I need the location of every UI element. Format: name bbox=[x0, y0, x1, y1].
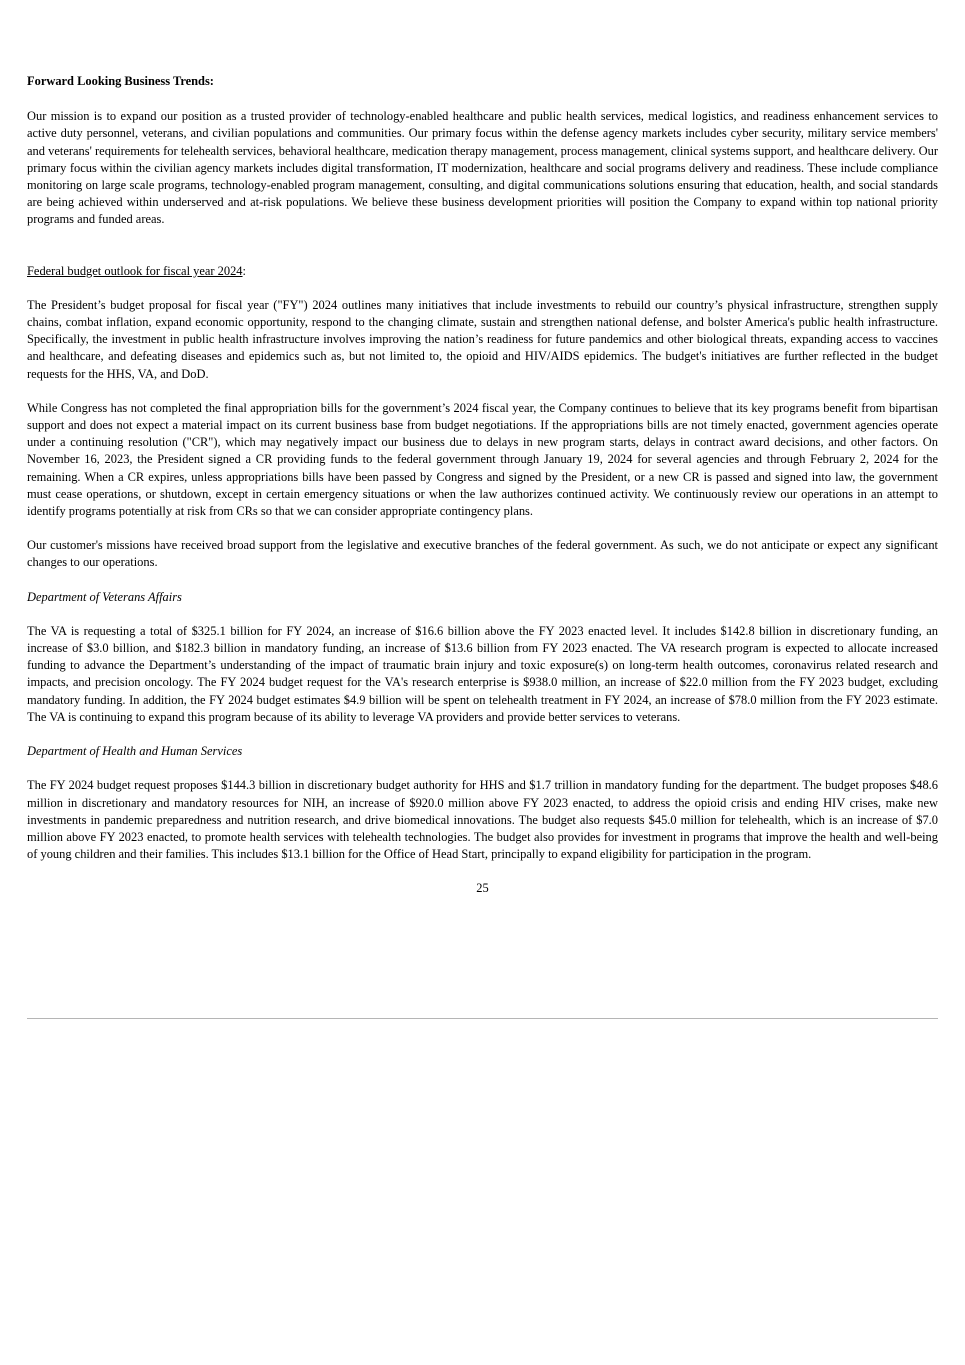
page-number: 25 bbox=[476, 881, 489, 896]
budget-paragraph-1: The President’s budget proposal for fiscal year ("FY") 2024 outlines many initiatives that include investments to rebuild our country’s physical infrastructure, strengthen supply chains, combat inflation, expand economic opportunity, respond to the changing climate, sustain and strengthen national defense, and bolster America's public health infrastructure. Specifically, the investment in public health infrastructure involves improving the nation’s readiness for future pandemics and other biological threats, expanding access to vaccines and healthcare, and defeating diseases and epidemics such as, but not limited to, the opioid and HIV/AIDS epidemics. The budget's initiatives are further reflected in the budget requests for the HHS, VA, and DoD. bbox=[27, 297, 938, 381]
va-paragraph: The VA is requesting a total of $325.1 billion for FY 2024, an increase of $16.6 billion above the FY 2023 enacted level. It includes $142.8 billion in discretionary funding, an increase of $3.0 billion, and $182.3 billion in mandatory funding, an increase of $13.6 billion from FY 2023 enacted. The VA research program is expected to allocate increased funding to advance the Department’s understanding of the impact of traumatic brain injury and toxic exposure(s) on long-term health outcomes, coronavirus related research and impacts, and precision oncology. The FY 2024 budget request for the VA's research enterprise is $938.0 million, an increase of $22.0 million from the FY 2023 budget, excluding mandatory funding. In addition, the FY 2024 budget estimates $4.9 billion will be spent on telehealth treatment in FY 2024, an increase of $78.0 million from the FY 2023 estimate. The VA is continuing to expand this program because of its ability to leverage VA providers and provide better services to veterans. bbox=[27, 623, 938, 724]
hhs-heading: Department of Health and Human Services bbox=[27, 744, 243, 759]
va-heading: Department of Veterans Affairs bbox=[27, 589, 182, 604]
budget-paragraph-2: While Congress has not completed the final appropriation bills for the government’s 2024 fiscal year, the Company continues to believe that its key programs benefit from bipartisan support and does not expect a material impact on its current business base from budget negotiations. If the appropriations bills are not timely enacted, government agencies operate under a continuing resolution ("CR"), which may negatively impact our business due to delays in new program starts, delays in contract award decisions, and other factors. On November 16, 2023, the President signed a CR providing funds to the federal government through January 19, 2024 for several agencies and through February 2, 2024 for the remaining. When a CR expires, unless appropriations bills have been passed by Congress and signed by the President, or a new CR is passed and signed into law, the government must cease operations, or shutdown, except in certain emergency situations or when the law authorizes continued activity. We continuously review our operations in an attempt to identify programs potentially at risk from CRs so that we can consider appropriate contingency plans. bbox=[27, 400, 938, 519]
section-heading: Forward Looking Business Trends: bbox=[27, 74, 214, 88]
budget-outlook-title: Federal budget outlook for fiscal year 2024 bbox=[27, 263, 243, 278]
document-page bbox=[27, 73, 938, 898]
footer-divider bbox=[27, 1018, 938, 1019]
budget-paragraph-3: Our customer's missions have received broad support from the legislative and executive branches of the federal government. As such, we do not anticipate or expect any significant changes to our operations. bbox=[27, 538, 938, 570]
budget-outlook-colon: : bbox=[242, 263, 246, 278]
intro-paragraph: Our mission is to expand our position as a trusted provider of technology-enabled healthcare and public health services, medical logistics, and readiness enhancement services to active duty personnel, veterans, and civilian populations and communities. Our primary focus within the defense agency markets includes cyber security, military service members' and veterans' requirements for telehealth services, behavioral healthcare, medication therapy management, process management, clinical systems support, and healthcare delivery. Our primary focus within the civilian agency markets includes digital transformation, IT modernization, healthcare and social programs delivery and readiness. These include compliance monitoring on large scale programs, technology-enabled program management, consulting, and digital communications solutions ensuring that education, health, and social standards are being achieved within underserved and at-risk populations. We believe these business development priorities will position the Company to expand within top national priority programs and funded areas. bbox=[27, 109, 938, 227]
hhs-paragraph: The FY 2024 budget request proposes $144.3 billion in discretionary budget authority for HHS and $1.7 trillion in mandatory funding for the department. The budget proposes $48.6 million in discretionary and mandatory resources for NIH, an increase of $920.0 million above FY 2023 enacted, to address the opioid crisis and ending HIV crises, make new investments in pandemic preparedness and nutrition research, and drive biomedical innovations. The budget also requests $45.0 million for telehealth, which is an increase of $7.0 million above FY 2023 enacted, to promote health services with telehealth technologies. The budget also provides for investment in programs that improve the health and well-being of young children and their families. This includes $13.1 billion for the Office of Head Start, principally to expand eligibility for participation in the program. bbox=[27, 778, 938, 862]
budget-outlook-heading bbox=[27, 263, 938, 280]
